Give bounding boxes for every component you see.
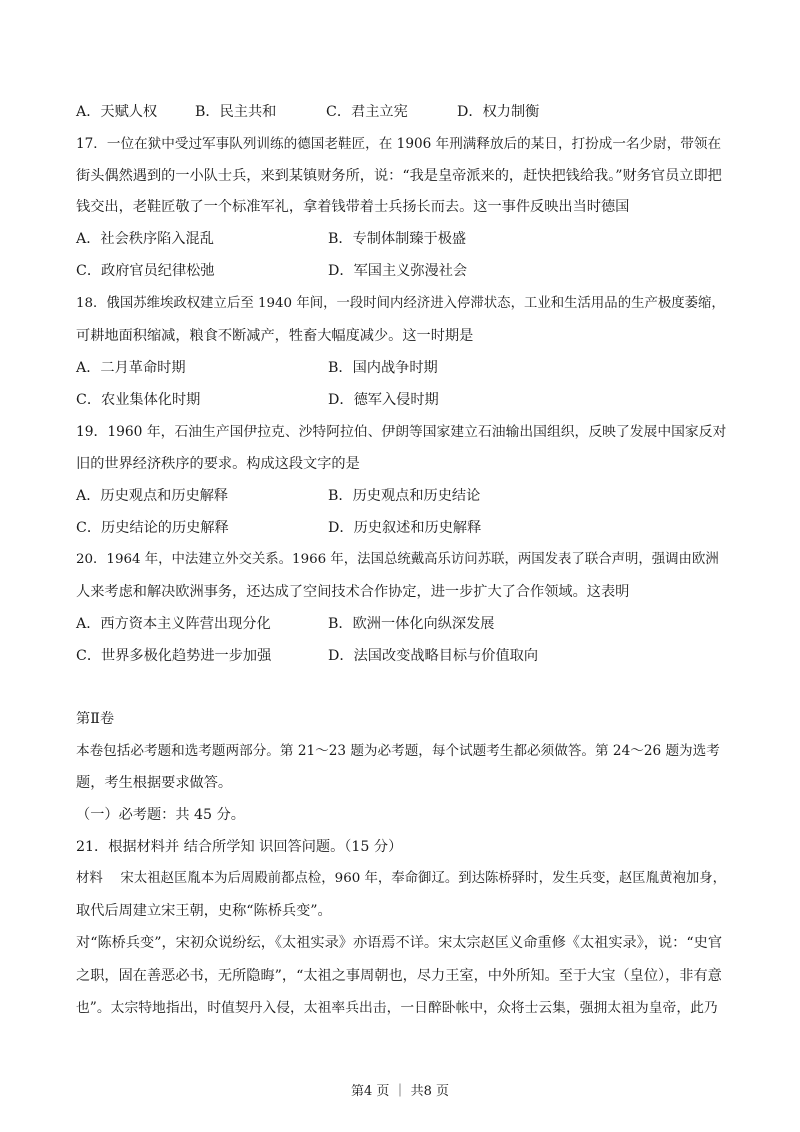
q16-option-d: D．权力制衡 [457, 104, 540, 120]
q18-stem-line-2: 可耕地面积缩减，粮食不断减产，牲畜大幅度减少。这一时期是 [76, 328, 474, 344]
q17-option-a: A．社会秩序陷入混乱 [76, 231, 214, 247]
q19-options-row-2 [76, 518, 726, 538]
q19-options-row-1 [76, 486, 726, 506]
q16-options [76, 102, 726, 122]
q18-option-c: C．农业集体化时期 [76, 392, 201, 408]
q17-option-b: B．专制体制臻于极盛 [328, 231, 467, 247]
q20-options-row-2 [76, 646, 726, 666]
q18-stem-line-1: 18．俄国苏维埃政权建立后至 1940 年间，一段时间内经济进入停滞状态，工业和生活用品的生产极度萎缩， [76, 296, 725, 311]
q17-options-row-2 [76, 261, 726, 281]
q20-stem-line-2: 人来考虑和解决欧洲事务，还达成了空间技术合作协定，进一步扩大了合作领域。这表明 [76, 584, 630, 600]
q17-options-row-1 [76, 229, 726, 249]
q21-material-line-5: 也”。太宗特地指出，时值契丹入侵，太祖率兵出击，一日醉卧帐中，众将士云集，强拥太祖为皇帝，此乃 [76, 1000, 718, 1016]
page-number-footer: 第4 页 ｜ 共8 页 [350, 1084, 450, 1099]
q21-material-line-2: 取代后周建立宋王朝，史称“陈桥兵变”。 [76, 903, 332, 919]
q18-options-row-2 [76, 390, 726, 410]
q18-option-a: A．二月革命时期 [76, 360, 186, 376]
q21-material-line-1: 材料 宋太祖赵匡胤本为后周殿前都点检，960 年，奉命御辽。到达陈桥驿时，发生兵变，赵匡胤黄袍加身， [76, 871, 727, 886]
q19-option-d: D．历史叙述和历史解释 [328, 520, 482, 536]
q17-stem-line-1: 17．一位在狱中受过军事队列训练的德国老鞋匠，在 1906 年刑满释放后的某日，打扮成一名少尉，带领在 [76, 136, 722, 152]
q17-option-c: C．政府官员纪律松弛 [76, 263, 215, 279]
q19-stem-line-2: 旧的世界经济秩序的要求。构成这段文字的是 [76, 456, 360, 472]
q20-option-d: D．法国改变战略目标与价值取向 [328, 648, 539, 664]
q19-option-b: B．历史观点和历史结论 [328, 488, 481, 504]
q16-option-a: A．天赋人权 [76, 104, 158, 120]
q18-option-b: B．国内战争时期 [328, 360, 438, 376]
q19-option-a: A．历史观点和历史解释 [76, 488, 229, 504]
q19-option-c: C．历史结论的历史解释 [76, 520, 229, 536]
q20-option-b: B．欧洲一体化向纵深发展 [328, 616, 495, 632]
q21-stem: 21．根据材料并 结合所学知 识回答问题。（15 分） [76, 839, 403, 855]
section-2-part-1-heading: （一）必考题：共 45 分。 [76, 807, 245, 823]
q20-option-a: A．西方资本主义阵营出现分化 [76, 616, 271, 632]
q19-stem-line-1: 19．1960 年，石油生产国伊拉克、沙特阿拉伯、伊朗等国家建立石油输出国组织，反映了发展中国家反对 [76, 424, 727, 440]
q16-option-c: C．君主立宪 [326, 104, 408, 120]
q21-material-line-3: 对“陈桥兵变”，宋初众说纷纭，《太祖实录》亦语焉不详。宋太宗赵匡义命重修《太祖实录》，说：“史官 [76, 935, 723, 951]
q21-material-line-4: 之职，固在善恶必书，无所隐晦”，“太祖之事周朝也，尽力王室，中外所知。至于大宝（皇位），非有意 [76, 968, 722, 984]
section-2-intro-line-2: 题，考生根据要求做答。 [76, 775, 233, 791]
q17-option-d: D．军国主义弥漫社会 [328, 263, 468, 279]
q20-options-row-1 [76, 614, 726, 634]
q20-stem-line-1: 20．1964 年，中法建立外交关系。1966 年，法国总统戴高乐访问苏联，两国发表了联合声明，强调由欧洲 [76, 552, 719, 567]
q18-options-row-1 [76, 358, 726, 378]
q18-option-d: D．德军入侵时期 [328, 392, 439, 408]
q16-option-b: B．民主共和 [195, 104, 277, 120]
q17-stem-line-2: 街头偶然遇到的一小队士兵，来到某镇财务所，说：“我是皇帝派来的，赶快把钱给我。”财务官员立即把 [76, 168, 722, 184]
q20-option-c: C．世界多极化趋势进一步加强 [76, 648, 272, 664]
section-2-intro-line-1: 本卷包括必考题和选考题两部分。第 21～23 题为必考题，每个试题考生都必须做答。第 24～26 题为选考 [76, 743, 720, 759]
section-2-title: 第Ⅱ卷 [76, 711, 115, 727]
q17-stem-line-3: 钱交出，老鞋匠敬了一个标准军礼，拿着钱带着士兵扬长而去。这一事件反映出当时德国 [76, 199, 630, 215]
